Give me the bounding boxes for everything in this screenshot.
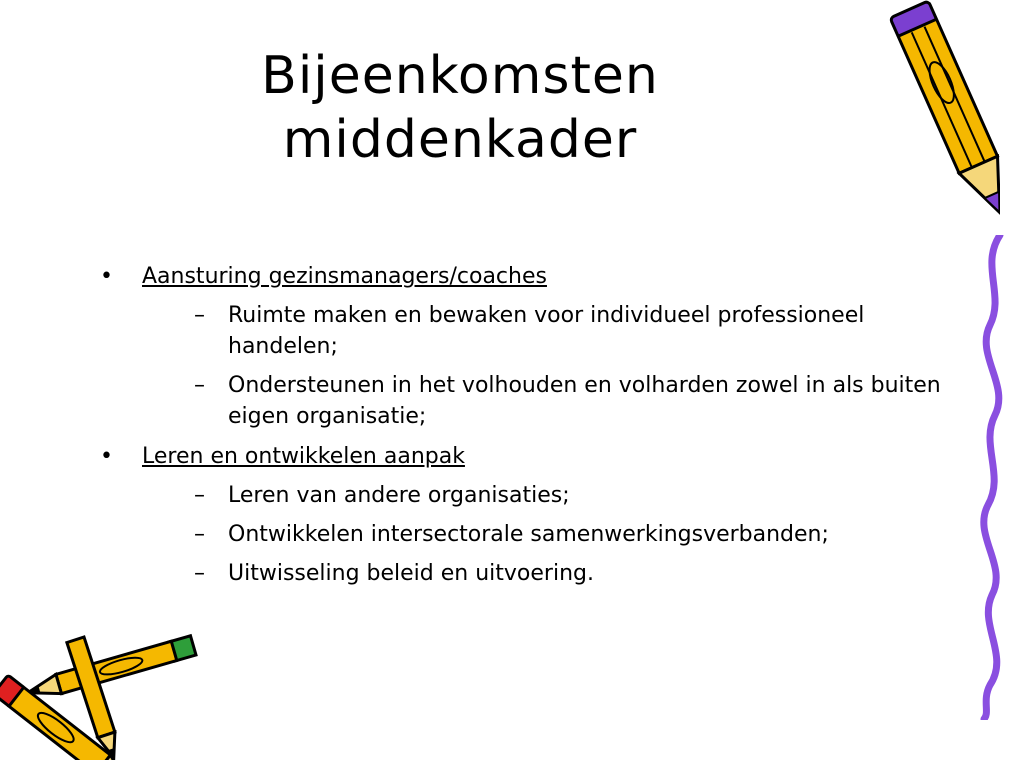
bullet-list — [100, 262, 950, 599]
sub-bullet-text: Ruimte maken en bewaken voor individueel professioneel handelen; — [228, 303, 865, 359]
sub-bullet-text: Leren van andere organisaties; — [228, 483, 570, 508]
crossed-pencils-icon — [0, 615, 210, 760]
sub-bullet — [142, 370, 950, 432]
title-line-2: middenkader — [282, 110, 638, 170]
sub-bullet — [142, 519, 950, 550]
sub-bullet-text: Uitwisseling beleid en uitvoering. — [228, 561, 594, 586]
bullet-heading: Leren en ontwikkelen aanpak — [142, 444, 465, 469]
dash-marker: – — [194, 522, 205, 547]
bullet-marker: • — [100, 264, 113, 289]
bullet-section-1 — [100, 262, 950, 432]
bullet-section-2 — [100, 442, 950, 589]
sub-bullet — [142, 558, 950, 589]
bullet-heading: Aansturing gezinsmanagers/coaches — [142, 264, 547, 289]
dash-marker: – — [194, 561, 205, 586]
bullet-marker: • — [100, 444, 113, 469]
pencil-icon — [850, 0, 1000, 245]
squiggle-line — [960, 235, 1024, 720]
sub-bullet — [142, 300, 950, 362]
slide-title — [160, 44, 760, 172]
dash-marker: – — [194, 483, 205, 508]
sub-bullet-text: Ontwikkelen intersectorale samenwerkingsverbanden; — [228, 522, 829, 547]
sub-bullet — [142, 480, 950, 511]
dash-marker: – — [194, 373, 205, 398]
title-line-1: Bijeenkomsten — [261, 46, 659, 106]
dash-marker: – — [194, 303, 205, 328]
sub-bullet-text: Ondersteunen in het volhouden en volharden zowel in als buiten eigen organisatie; — [228, 373, 941, 429]
